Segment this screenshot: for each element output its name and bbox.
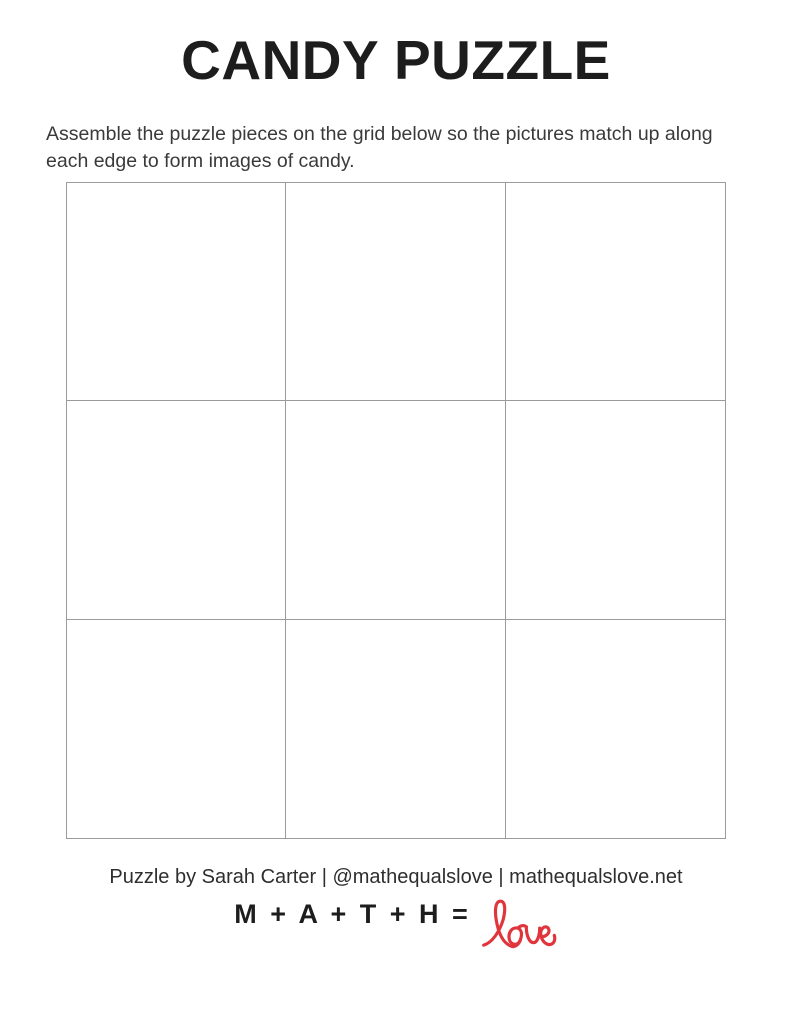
logo-math-text: M + A + T + H = bbox=[234, 899, 471, 929]
grid-cell bbox=[286, 401, 505, 619]
page-title: CANDY PUZZLE bbox=[181, 29, 611, 91]
grid-cell bbox=[286, 620, 505, 838]
grid-cell bbox=[286, 183, 505, 401]
grid-cell bbox=[506, 401, 725, 619]
grid-cell bbox=[67, 183, 286, 401]
love-script-icon bbox=[480, 894, 558, 950]
grid-cell bbox=[506, 620, 725, 838]
grid-cell bbox=[506, 183, 725, 401]
puzzle-grid bbox=[66, 182, 726, 839]
instructions-text: Assemble the puzzle pieces on the grid below so the pictures match up along each edge to form images of candy. bbox=[46, 123, 713, 172]
grid-cell bbox=[67, 620, 286, 838]
credit-line: Puzzle by Sarah Carter | @mathequalslove | mathequalslove.net bbox=[109, 866, 683, 888]
mathequalslove-logo bbox=[0, 894, 792, 950]
grid-cell bbox=[67, 401, 286, 619]
